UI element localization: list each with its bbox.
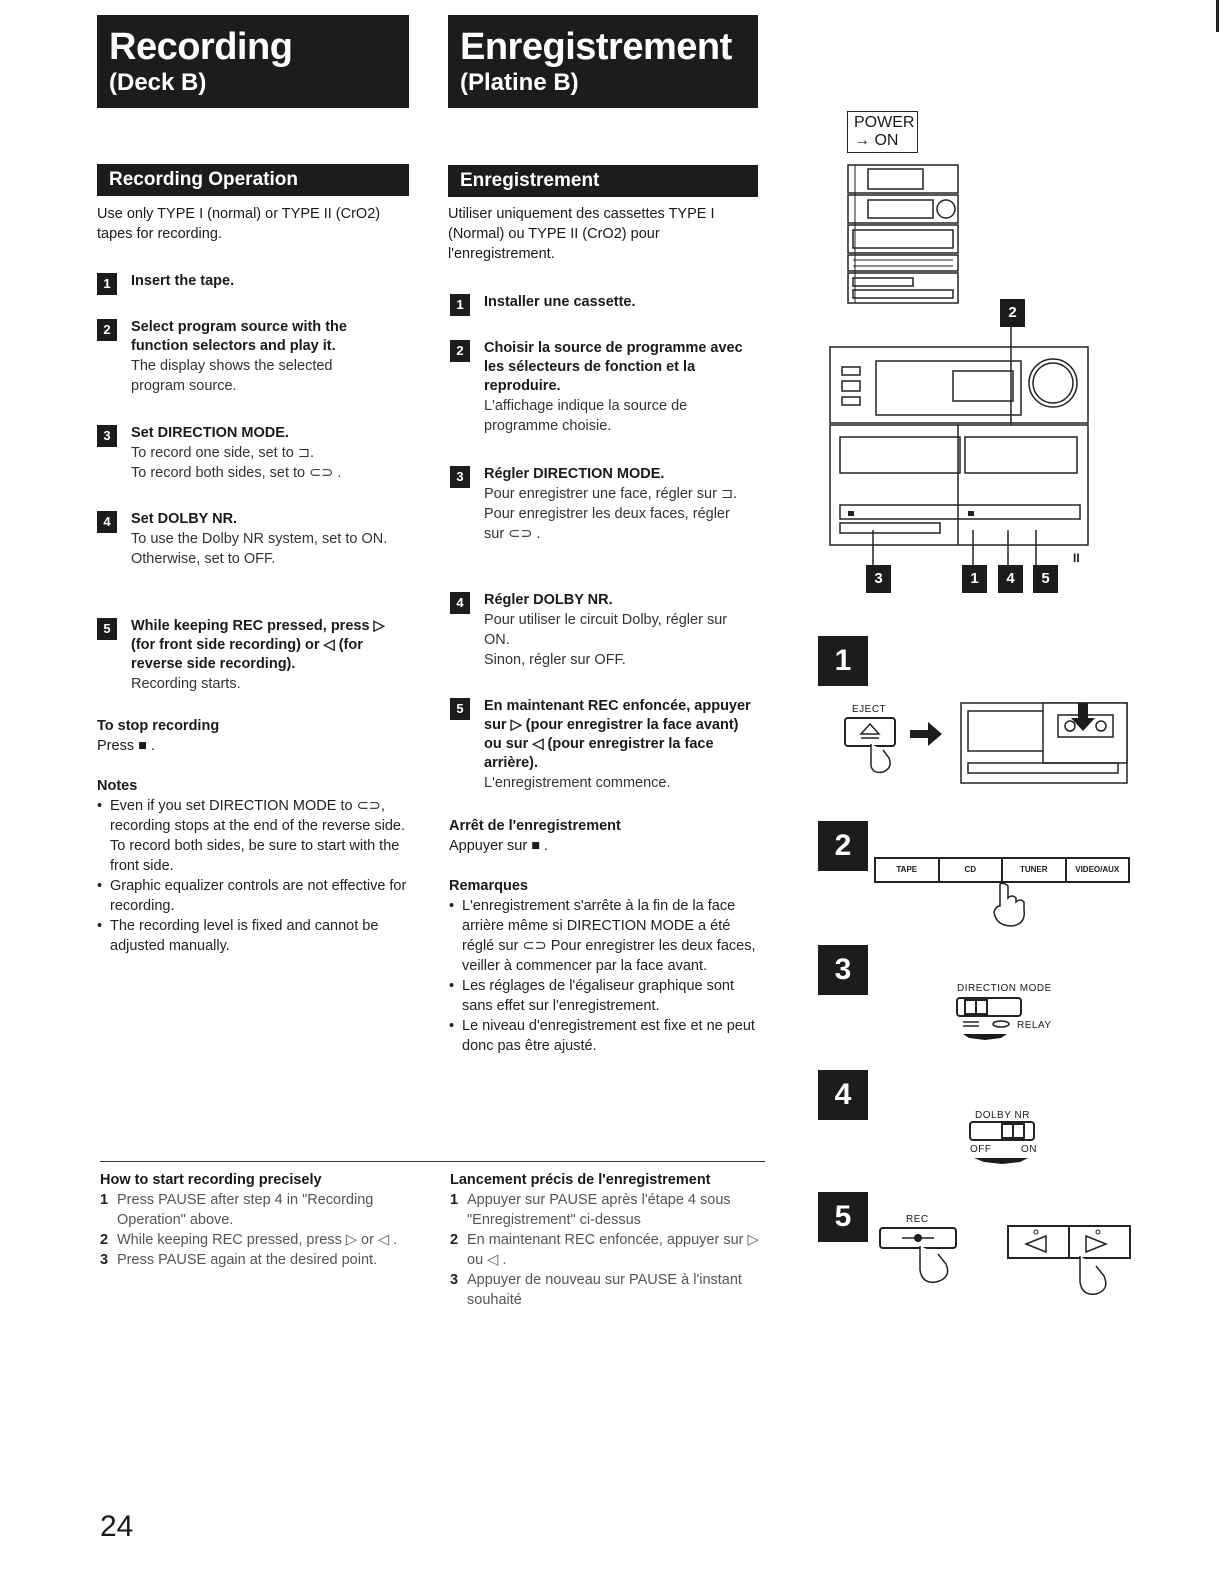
step-4-fr xyxy=(450,591,755,670)
step-title: While keeping REC pressed, press ▷ (for front side recording) or ◁ (for reverse side recording). xyxy=(131,618,385,672)
pointing-hand-icon xyxy=(986,882,1032,930)
step-description: L'affichage indique la source de programme choisie. xyxy=(484,398,688,434)
step-title: Choisir la source de programme avec les sélecteurs de fonction et la reproduire. xyxy=(484,340,743,394)
section-heading-fr: Enregistrement xyxy=(448,165,758,197)
stop-recording-block-fr xyxy=(449,816,754,856)
step-description: To use the Dolby NR system, set to ON. Otherwise, set to OFF. xyxy=(131,531,388,567)
how-item-number: 3 xyxy=(450,1272,459,1288)
french-title-block xyxy=(448,15,758,108)
how-item-number: 1 xyxy=(100,1192,109,1208)
deck-front-panel-illustration xyxy=(828,325,1090,570)
figure-step-5: 5 xyxy=(818,1192,868,1242)
step-description: Pour enregistrer une face, régler sur ⊐. Pour enregistrer les deux faces, régler sur ⊂⊃ . xyxy=(484,486,738,542)
step-description: Pour utiliser le circuit Dolby, régler sur ON. Sinon, régler sur OFF. xyxy=(484,612,728,668)
note-item: • The recording level is fixed and cannot be adjusted manually. xyxy=(97,916,407,956)
direction-mode-label: DIRECTION MODE xyxy=(957,983,1052,994)
step-number: 2 xyxy=(97,319,117,341)
figure-step-3: 3 xyxy=(818,945,868,995)
eject-label: EJECT xyxy=(852,704,887,715)
how-list-fr xyxy=(450,1190,765,1310)
divider-line xyxy=(100,1161,765,1162)
step-title: En maintenant REC enfoncée, appuyer sur ▷ (pour enregistrer la face avant) ou sur ◁ (pour enregistrer la face arrière). xyxy=(484,698,751,771)
callout-1: 1 xyxy=(962,565,987,593)
intro-text-fr: Utiliser uniquement des cassettes TYPE I (Normal) ou TYPE II (CrO2) pour l'enregistrement. xyxy=(448,206,715,262)
step-number: 3 xyxy=(97,425,117,447)
figure-step-4: 4 xyxy=(818,1070,868,1120)
step-number: 1 xyxy=(97,273,117,295)
notes-heading: Notes xyxy=(97,778,138,794)
notes-block-fr xyxy=(449,876,761,1056)
page-title: Recording xyxy=(109,26,293,68)
how-item-text: While keeping REC pressed, press ▷ or ◁ . xyxy=(117,1232,398,1248)
notes-list xyxy=(97,796,407,956)
step-number: 1 xyxy=(450,294,470,316)
how-item xyxy=(450,1230,765,1270)
how-item-number: 2 xyxy=(450,1232,459,1248)
step-description: To record one side, set to ⊐. To record both sides, set to ⊂⊃ . xyxy=(131,445,342,481)
notes-block xyxy=(97,776,407,956)
play-buttons-illustration[interactable] xyxy=(1006,1222,1132,1314)
stop-recording-block xyxy=(97,716,407,756)
page-subtitle-fr: (Platine B) xyxy=(460,69,579,96)
how-item-number: 1 xyxy=(450,1192,459,1208)
step-3 xyxy=(97,424,407,483)
page-subtitle: (Deck B) xyxy=(109,69,207,96)
how-item-text: Appuyer sur PAUSE après l'étape 4 sous "Enregistrement" ci-dessus xyxy=(467,1192,731,1228)
figure-step-1: 1 xyxy=(818,636,868,686)
callout-2: 2 xyxy=(1000,299,1025,327)
figure-step-2: 2 xyxy=(818,821,868,871)
step-title: Régler DOLBY NR. xyxy=(484,592,613,608)
note-item: • Le niveau d'enregistrement est fixe et ne peut donc pas être ajusté. xyxy=(449,1016,761,1056)
relay-label: RELAY xyxy=(1017,1020,1052,1031)
stop-heading: To stop recording xyxy=(97,718,220,734)
callout-5: 5 xyxy=(1033,565,1058,593)
how-item xyxy=(450,1270,765,1310)
how-item-number: 2 xyxy=(100,1232,109,1248)
step-title: Set DOLBY NR. xyxy=(131,511,238,527)
notes-list-fr xyxy=(449,896,761,1056)
section-heading: Recording Operation xyxy=(97,164,409,196)
dolby-off-label: OFF xyxy=(970,1144,992,1155)
step-title: Select program source with the function selectors and play it. xyxy=(131,319,347,354)
scan-edge-mark xyxy=(1216,0,1219,32)
step-1-fr xyxy=(450,293,755,312)
step-title: Régler DIRECTION MODE. xyxy=(484,466,665,482)
rec-button-illustration[interactable] xyxy=(876,1226,960,1288)
step-title: Installer une cassette. xyxy=(484,294,636,310)
how-list xyxy=(100,1190,410,1270)
step-1 xyxy=(97,272,407,291)
note-item: • Graphic equalizer controls are not effective for recording. xyxy=(97,876,407,916)
selector-video-aux[interactable]: VIDEO/AUX xyxy=(1075,865,1120,874)
stop-text-fr: Appuyer sur ■ . xyxy=(449,838,549,854)
english-title-block xyxy=(97,15,409,108)
step-5 xyxy=(97,617,407,694)
step-2 xyxy=(97,318,407,396)
how-item-number: 3 xyxy=(100,1252,109,1268)
step-description: Recording starts. xyxy=(131,676,241,692)
how-to-block-fr xyxy=(450,1170,765,1310)
power-on-label: POWER → ON xyxy=(847,111,918,153)
stop-heading-fr: Arrêt de l'enregistrement xyxy=(449,818,621,834)
step-title: Set DIRECTION MODE. xyxy=(131,425,289,441)
how-item-text: Press PAUSE after step 4 in "Recording Operation" above. xyxy=(117,1192,374,1228)
step-description: L'enregistrement commence. xyxy=(484,775,671,791)
step-number: 5 xyxy=(97,618,117,640)
step-2-fr xyxy=(450,339,755,436)
note-item: • Les réglages de l'égaliseur graphique sont sans effet sur l'enregistrement. xyxy=(449,976,761,1016)
pause-indicator: II xyxy=(1073,551,1080,565)
step-number: 3 xyxy=(450,466,470,488)
step-number: 2 xyxy=(450,340,470,362)
arrow-right-icon xyxy=(910,720,944,748)
step-number: 5 xyxy=(450,698,470,720)
note-item: • L'enregistrement s'arrête à la fin de la face arrière même si DIRECTION MODE a été réglé sur ⊂⊃ Pour enregistrer les deux faces, veiller à commencer par la face avant. xyxy=(449,896,761,976)
step-number: 4 xyxy=(450,592,470,614)
step-3-fr xyxy=(450,465,755,544)
step-description: The display shows the selected program source. xyxy=(131,358,333,394)
step-title: Insert the tape. xyxy=(131,273,235,289)
dolby-nr-label: DOLBY NR xyxy=(975,1110,1030,1121)
rec-label: REC xyxy=(906,1214,929,1225)
callout-3: 3 xyxy=(866,565,891,593)
how-item-text: En maintenant REC enfoncée, appuyer sur ▷ ou ◁ . xyxy=(467,1232,759,1268)
how-to-block xyxy=(100,1170,410,1270)
step-5-fr xyxy=(450,697,755,793)
function-selectors xyxy=(874,857,1130,883)
stop-text: Press ■ . xyxy=(97,738,155,754)
dolby-on-label: ON xyxy=(1021,1144,1037,1155)
how-item-text: Appuyer de nouveau sur PAUSE à l'instant souhaité xyxy=(467,1272,742,1308)
note-item: • Even if you set DIRECTION MODE to ⊂⊃, recording stops at the end of the reverse side. To record both sides, be sure to start with the front side. xyxy=(97,796,407,876)
how-heading: How to start recording precisely xyxy=(100,1172,322,1188)
cassette-insert-illustration xyxy=(958,683,1130,797)
how-item xyxy=(100,1190,410,1230)
step-number: 4 xyxy=(97,511,117,533)
how-item-text: Press PAUSE again at the desired point. xyxy=(117,1252,378,1268)
selector-tuner[interactable]: TUNER xyxy=(1003,859,1067,881)
callout-4: 4 xyxy=(998,565,1023,593)
how-item xyxy=(100,1230,410,1250)
selector-tape[interactable]: TAPE xyxy=(876,859,940,881)
page-title-fr: Enregistrement xyxy=(460,26,732,68)
how-heading-fr: Lancement précis de l'enregistrement xyxy=(450,1172,711,1188)
how-item xyxy=(100,1250,410,1270)
step-4 xyxy=(97,510,407,569)
eject-button-illustration xyxy=(843,714,903,778)
selector-cd[interactable]: CD xyxy=(940,859,1004,881)
how-item xyxy=(450,1190,765,1230)
stereo-system-illustration xyxy=(843,160,963,310)
notes-heading-fr: Remarques xyxy=(449,878,528,894)
intro-text: Use only TYPE I (normal) or TYPE II (CrO2) tapes for recording. xyxy=(97,206,381,242)
page-number: 24 xyxy=(100,1510,134,1543)
